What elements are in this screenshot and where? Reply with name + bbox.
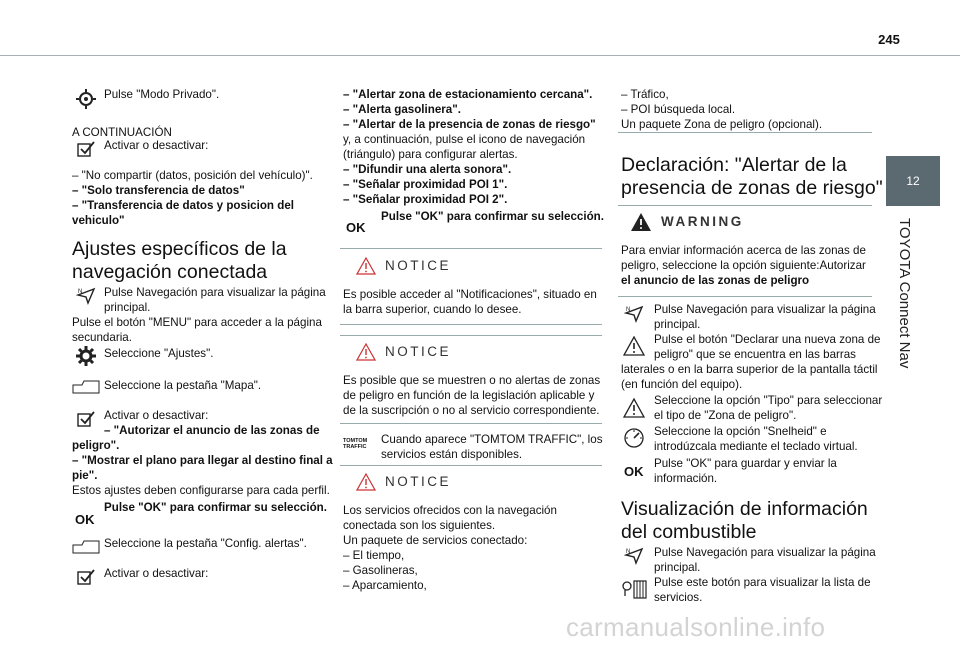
col3-p3b: el tipo de "Zona de peligro". (654, 409, 797, 422)
col1-p9: Pulse "OK" para confirmar su selección. (104, 501, 327, 514)
notice-title: NOTICE (385, 258, 452, 273)
svg-text:N: N (626, 307, 631, 313)
col3-p1b: principal. (654, 318, 701, 331)
col3-p7b: servicios. (654, 591, 703, 604)
warning-title: WARNING (661, 214, 744, 229)
notice2-line-a: Es posible que se muestren o no alertas de zonas (343, 374, 601, 387)
col3-l2: – POI búsqueda local. (621, 103, 736, 116)
col2-p2: Pulse "OK" para confirmar su selección. (381, 210, 604, 223)
header-rule (0, 55, 960, 56)
page-number: 245 (878, 32, 900, 47)
warning-triangle-icon (356, 257, 376, 275)
col1-p3a: Pulse Navegación para visualizar la página (104, 286, 326, 299)
side-title-text: TOYOTA Connect Nav (896, 218, 913, 369)
col3-p5a: Pulse "OK" para guardar y enviar la (654, 457, 837, 470)
notice1-line-a: Es posible acceder al "Notificaciones", situado en (343, 288, 597, 301)
col3-p4b: introdúzcala mediante el teclado virtual. (654, 440, 858, 453)
notice3-line-d: – El tiempo, (343, 549, 405, 562)
col1-l1: – "No compartir (datos, posición del vehículo)". (72, 169, 313, 182)
col2-l1: – "Alertar zona de estacionamiento cercana". (343, 88, 593, 101)
col2-p1b: (triángulo) para configurar alertas. (343, 148, 518, 161)
col3-p6b: principal. (654, 561, 701, 574)
warning-line-b: peligro, seleccione la opción siguiente:Autorizar (621, 259, 866, 272)
col2-l6: – "Señalar proximidad POI 2". (343, 193, 508, 206)
col2-p3b: servicios están disponibles. (381, 448, 523, 461)
col1-p11: Activar o desactivar: (104, 567, 209, 580)
warning-triangle-icon (356, 473, 376, 491)
col1-p8: Estos ajustes deben configurarse para cada perfil. (72, 484, 330, 497)
col1-l3a: – "Transferencia de datos y posicion del (72, 199, 294, 212)
svg-text:N: N (78, 289, 83, 295)
ok-label: OK (624, 464, 644, 479)
col2-l3: – "Alertar de la presencia de zonas de riesgo" (343, 118, 596, 131)
col1-l4b: peligro". (72, 439, 120, 452)
col3-p4a: Seleccione la opción "Snelheid" e (654, 425, 827, 438)
notice3-line-c: Un paquete de servicios conectado: (343, 534, 528, 547)
col1-p1: Pulse "Modo Privado". (104, 88, 220, 101)
services-list-icon (620, 578, 648, 600)
col3-p5b: información. (654, 472, 718, 485)
col3-l1: – Tráfico, (621, 88, 669, 101)
notice-title: NOTICE (385, 344, 452, 359)
gear-icon (75, 345, 97, 367)
col1-p2a: A CONTINUACIÓN (72, 126, 172, 139)
speedometer-icon (623, 427, 645, 449)
col1-p10: Seleccione la pestaña "Config. alertas". (104, 537, 307, 550)
col3-p7a: Pulse este botón para visualizar la lista de (654, 576, 871, 589)
col3-p2b: peligro" que se encuentra en las barras (654, 348, 856, 361)
checkbox-icon (76, 410, 96, 428)
watermark: carmanualsonline.info (566, 612, 826, 642)
warning-line-c: el anuncio de las zonas de peligro (621, 274, 810, 287)
col2-p1a: y, a continuación, pulse el icono de navegación (343, 133, 586, 146)
navigation-icon (76, 287, 96, 305)
col1-p5: Seleccione "Ajustes". (104, 347, 214, 360)
col3-l3: Un paquete Zona de peligro (opcional). (621, 118, 823, 131)
col1-l3b: vehiculo" (72, 214, 125, 227)
warning-triangle-icon (356, 343, 376, 361)
col1-p7: Activar o desactivar: (104, 409, 209, 422)
col1-l5a: – "Mostrar el plano para llegar al destino final a (72, 454, 333, 467)
warning-line-a: Para enviar información acerca de las zonas de (621, 244, 866, 257)
col3-p2d: (en función del equipo). (621, 378, 743, 391)
side-title (885, 218, 941, 378)
col2-l5: – "Señalar proximidad POI 1". (343, 178, 508, 191)
checkbox-icon (76, 568, 96, 586)
col1-p6: Seleccione la pestaña "Mapa". (104, 379, 262, 392)
col2-p3a: Cuando aparece "TOMTOM TRAFFIC", los (381, 433, 603, 446)
col3-p1a: Pulse Navegación para visualizar la página (654, 303, 876, 316)
col3-p2c: laterales o en la barra superior de la pantalla táctil (621, 363, 878, 376)
chapter-tab[interactable]: 12 (886, 156, 940, 206)
col1-l5b: pie". (72, 469, 98, 482)
svg-text:N: N (626, 549, 631, 555)
ok-label: OK (75, 512, 95, 527)
notice3-line-f: – Aparcamiento, (343, 579, 427, 592)
col1-p2b: Activar o desactivar: (104, 139, 209, 152)
notice2-line-c: de la suscripción o no al servicio correspondiente. (343, 404, 600, 417)
col1-l4a: – "Autorizar el anuncio de las zonas de (104, 424, 320, 437)
col3-p6a: Pulse Navegación para visualizar la página (654, 546, 876, 559)
col3-heading2-b: del combustible (621, 521, 757, 543)
col3-heading2-a: Visualización de información (621, 498, 868, 520)
warning-triangle-icon (630, 212, 652, 232)
tab-icon (72, 380, 100, 394)
col1-p3b: principal. (104, 301, 151, 314)
notice2-line-b: de peligro en función de la legislación aplicable y (343, 389, 595, 402)
notice-title: NOTICE (385, 474, 452, 489)
tab-icon (72, 540, 100, 554)
col3-heading-b: presencia de zonas de riesgo" (621, 177, 883, 199)
col2-l4: – "Difundir una alerta sonora". (343, 163, 512, 176)
notice3-line-a: Los servicios ofrecidos con la navegación (343, 504, 557, 517)
notice3-line-b: conectada son los siguientes. (343, 519, 496, 532)
warning-triangle-icon (623, 398, 645, 418)
col1-p4a: Pulse el botón "MENU" para acceder a la página (72, 316, 322, 329)
warning-triangle-icon (623, 336, 645, 356)
ok-label: OK (346, 220, 366, 235)
col2-l2: – "Alerta gasolinera". (343, 103, 461, 116)
checkbox-icon (76, 140, 96, 158)
tomtom-traffic-logo: TOMTOM TRAFFIC (343, 438, 368, 450)
col1-l2: – "Solo transferencia de datos" (72, 184, 245, 197)
col3-heading-a: Declaración: "Alertar de la (621, 154, 847, 176)
navigation-icon (624, 547, 644, 565)
col1-p4b: secundaria. (72, 331, 132, 344)
col1-heading-a: Ajustes específicos de la (72, 238, 287, 260)
notice3-line-e: – Gasolineras, (343, 564, 418, 577)
notice1-line-b: la barra superior, cuando lo desee. (343, 303, 522, 316)
col3-p3a: Seleccione la opción "Tipo" para seleccionar (654, 394, 883, 407)
private-mode-icon (75, 88, 97, 110)
col1-heading-b: navegación conectada (72, 261, 268, 283)
navigation-icon (624, 305, 644, 323)
col3-p2a: Pulse el botón "Declarar una nueva zona de (654, 333, 881, 346)
